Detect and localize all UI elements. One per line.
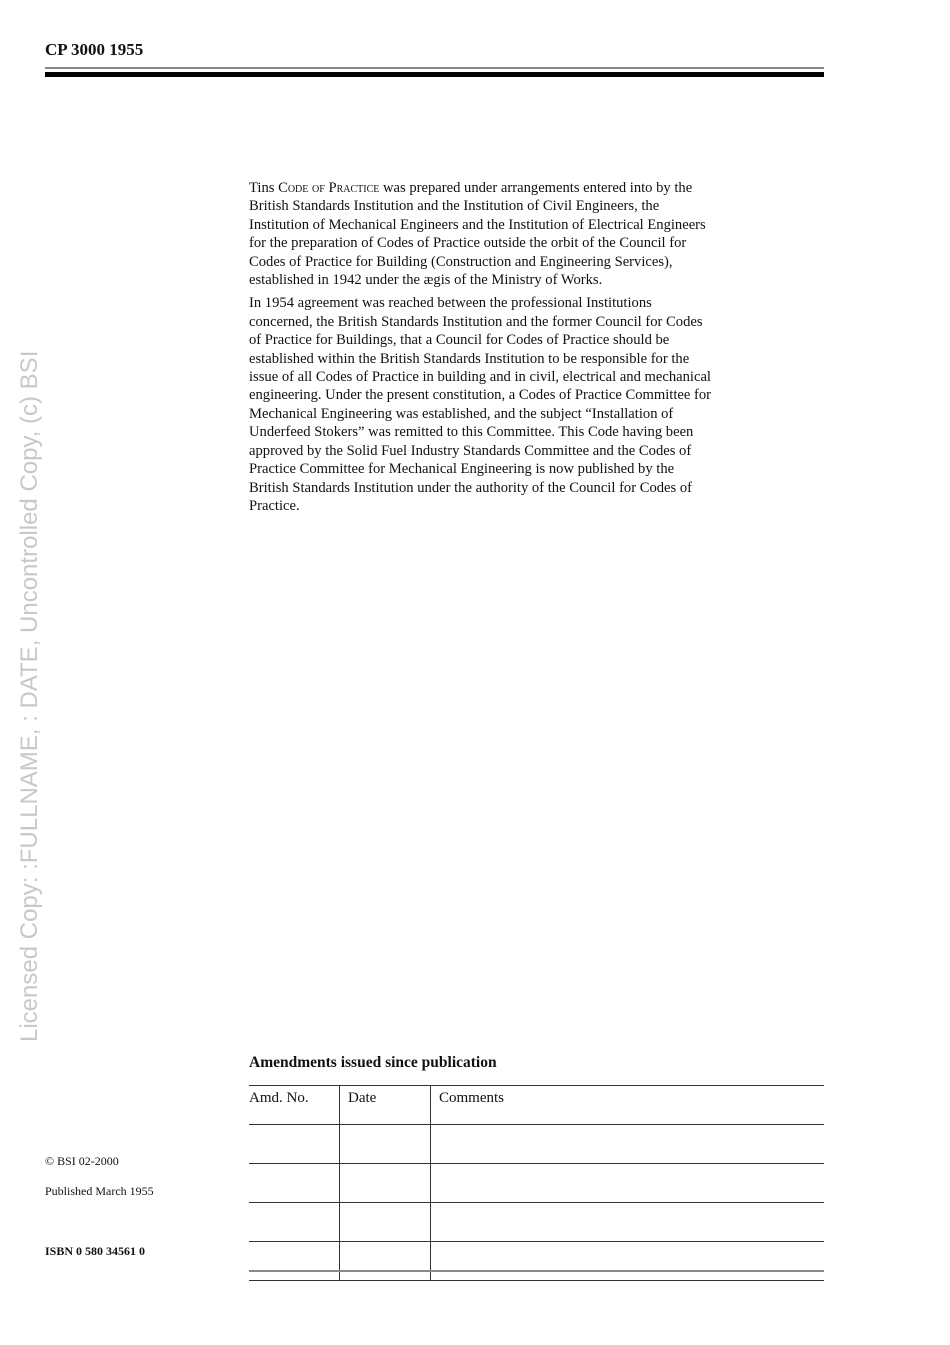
table-cell bbox=[431, 1125, 825, 1164]
paragraph-line: issue of all Codes of Practice in building and in civil, electrical and mechanical bbox=[249, 369, 711, 386]
column-header-amd-no: Amd. No. bbox=[249, 1086, 340, 1125]
table-cell bbox=[249, 1164, 340, 1203]
paragraph-line: Codes of Practice for Building (Construction and Engineering Services), bbox=[249, 253, 673, 270]
paragraph-line: engineering. Under the present constitution, a Codes of Practice Committee for bbox=[249, 387, 712, 404]
paragraph-line: concerned, the British Standards Institution and the former Council for Codes bbox=[249, 313, 703, 330]
code-of-practice-smallcaps: Code of Practice bbox=[278, 180, 380, 196]
paragraph-line: Underfeed Stokers” was remitted to this Committee. This Code having been bbox=[249, 424, 694, 441]
paragraph-line: Practice Committee for Mechanical Engineering is now published by the bbox=[249, 461, 675, 478]
text: was prepared under arrangements entered into by the bbox=[379, 180, 693, 196]
footer-rule bbox=[249, 1270, 824, 1272]
paragraph-line: established within the British Standards Institution to be responsible for the bbox=[249, 350, 690, 367]
text: Tins bbox=[249, 180, 279, 196]
table-cell bbox=[340, 1242, 431, 1281]
document-id-header: CP 3000 1955 bbox=[45, 40, 144, 59]
table-cell bbox=[431, 1164, 825, 1203]
table-cell bbox=[249, 1125, 340, 1164]
paragraph-line: Mechanical Engineering was established, and the subject “Installation of bbox=[249, 405, 674, 422]
paragraph-line: British Standards Institution under the authority of the Council for Codes of bbox=[249, 479, 693, 496]
table-cell bbox=[249, 1203, 340, 1242]
table-cell bbox=[431, 1203, 825, 1242]
published-date: Published March 1955 bbox=[45, 1184, 154, 1198]
table-row bbox=[249, 1125, 824, 1164]
column-header-comments: Comments bbox=[431, 1086, 825, 1125]
paragraph-line: for the preparation of Codes of Practice outside the orbit of the Council for bbox=[249, 235, 687, 252]
isbn: ISBN 0 580 34561 0 bbox=[45, 1244, 146, 1258]
license-watermark: Licensed Copy: :FULLNAME, : DATE, Uncontrolled Copy, (c) BSI bbox=[16, 350, 43, 1042]
paragraph-line bbox=[249, 179, 829, 197]
paragraph-line: British Standards Institution and the Institution of Civil Engineers, the bbox=[249, 198, 660, 215]
paragraph-line: established in 1942 under the ægis of the Ministry of Works. bbox=[249, 272, 603, 289]
table-cell bbox=[340, 1125, 431, 1164]
table-row bbox=[249, 1203, 824, 1242]
paragraph-line: In 1954 agreement was reached between the professional Institutions bbox=[249, 295, 652, 312]
header-rule-thin bbox=[45, 67, 824, 69]
table-row bbox=[249, 1164, 824, 1203]
foreword-text bbox=[249, 179, 829, 520]
amendments-table bbox=[249, 1085, 824, 1281]
amendments-title: Amendments issued since publication bbox=[249, 1054, 497, 1071]
paragraph-line: of Practice for Buildings, that a Council for Codes of Practice should be bbox=[249, 332, 670, 349]
copyright-notice: © BSI 02-2000 bbox=[45, 1154, 119, 1168]
table-cell bbox=[249, 1242, 340, 1281]
paragraph-line: approved by the Solid Fuel Industry Standards Committee and the Codes of bbox=[249, 442, 692, 459]
paragraph-line: Institution of Mechanical Engineers and the Institution of Electrical Engineers bbox=[249, 216, 706, 233]
column-header-date: Date bbox=[340, 1086, 431, 1125]
table-cell bbox=[340, 1203, 431, 1242]
paragraph-line: Practice. bbox=[249, 497, 300, 514]
header-rule-thick bbox=[45, 72, 824, 77]
paragraph-1 bbox=[249, 179, 829, 289]
table-header-row bbox=[249, 1086, 824, 1125]
table-row bbox=[249, 1242, 824, 1281]
table-cell bbox=[340, 1164, 431, 1203]
paragraph-2 bbox=[249, 294, 829, 515]
table-cell bbox=[431, 1242, 825, 1281]
